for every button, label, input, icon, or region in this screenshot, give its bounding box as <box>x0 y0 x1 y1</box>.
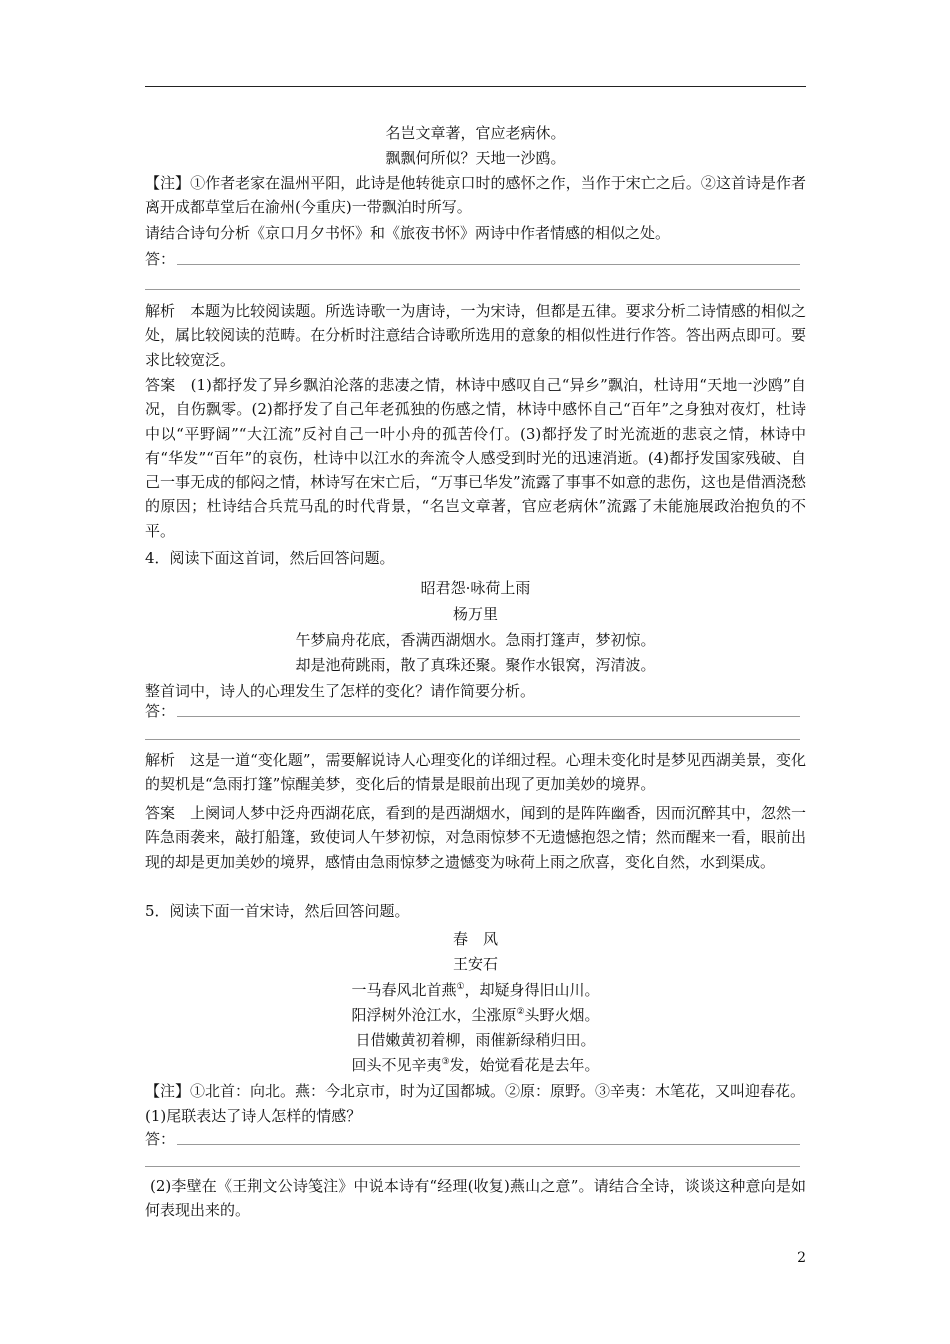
q3-answer: 答案 (1)都抒发了异乡飘泊沦落的悲凄之情，林诗中感叹自己“异乡”飘泊，杜诗用“天地一沙鸥”自况，自伤飘零。(2)都抒发了自己年老孤独的伤感之情，林诗中感怀自己“百年”之身独对夜灯，杜诗中以“平野阔”“大江流”反衬自己一叶小舟的孤苦伶仃。(3)都抒发了时光流逝的悲哀之情，林诗中有“华发”“百年”的哀伤，杜诗中以江水的奔流令人感受到时光的迅速消逝。(4)都抒发国家残破、自己一事无成的郁闷之情，林诗写在宋亡后，“万事已华发”流露了事事不如意的悲伤，这也是借酒浇愁的原因；杜诗结合兵荒马乱的时代背景，“名岂文章著，官应老病休”流露了未能施展政治抱负的不平。 <box>145 376 806 540</box>
header-rule <box>145 86 806 87</box>
footnote-marker: ② <box>516 1007 525 1017</box>
poem-line: 名岂文章著，官应老病休。 <box>385 124 566 142</box>
q5-sub1: (1)尾联表达了诗人怎样的情感？ <box>145 1107 362 1125</box>
q4-title: 昭君怨·咏荷上雨 <box>420 579 531 597</box>
poem-line: 回头不见辛夷③发，始觉看花是去年。 <box>351 1056 600 1074</box>
q5-note: 【注】①北首：向北。燕：今北京市，时为辽国都城。②原：原野。③辛夷：木笔花，又叫迎春花。 <box>145 1082 806 1100</box>
q3-answer-field[interactable] <box>145 247 800 271</box>
answer-line <box>177 716 800 717</box>
q5-answer-field[interactable] <box>145 1127 800 1151</box>
q3-prompt: 请结合诗句分析《京口月夕书怀》和《旅夜书怀》两诗中作者情感的相似之处。 <box>145 224 671 242</box>
q4-prompt: 整首词中，诗人的心理发生了怎样的变化？请作简要分析。 <box>145 682 536 700</box>
q3-analysis: 解析 本题为比较阅读题。所选诗歌一为唐诗，一为宋诗，但都是五律。要求分析二诗情感的相似之处，属比较阅读的范畴。在分析时注意结合诗歌所选用的意象的相似性进行作答。答出两点即可。要求比较宽泛。 <box>145 302 806 369</box>
footnote-marker: ③ <box>441 1057 450 1067</box>
q3-note: 【注】①作者老家在温州平阳，此诗是他转徙京口时的感怀之作，当作于宋亡之后。②这首诗是作者离开成都草堂后在渝州(今重庆)一带飘泊时所写。 <box>145 174 806 217</box>
q4-analysis: 解析 这是一道“变化题”，需要解说诗人心理变化的详细过程。心理未变化时是梦见西湖美景，变化的契机是“急雨打篷”惊醒美梦，变化后的情景是眼前出现了更加美妙的境界。 <box>145 751 806 794</box>
q4-answer: 答案 上阕词人梦中泛舟西湖花底，看到的是西湖烟水，闻到的是阵阵幽香，因而沉醉其中，忽然一阵急雨袭来，敲打船篷，致使词人午梦初惊，对急雨惊梦不无遗憾抱怨之情；然而醒来一看，眼前出现的却是更加美妙的境界，感情由急雨惊梦之遗憾变为咏荷上雨之欣喜，变化自然，水到渠成。 <box>145 804 806 871</box>
answer-line <box>145 289 800 290</box>
poem-line: 却是池荷跳雨，散了真珠还聚。聚作水银窝，泻清波。 <box>295 656 656 674</box>
page-number: 2 <box>797 1250 806 1266</box>
poem-line: 午梦扁舟花底，香满西湖烟水。急雨打篷声，梦初惊。 <box>295 631 656 649</box>
poem-line: 日借嫩黄初着柳，雨催新绿稍归田。 <box>355 1031 596 1049</box>
answer-label: 答： <box>145 702 176 720</box>
q5-author: 王安石 <box>452 955 498 973</box>
answer-line <box>145 739 800 740</box>
answer-line <box>177 264 800 265</box>
answer-line <box>177 1144 800 1145</box>
q5-stem: 5．阅读下面一首宋诗，然后回答问题。 <box>145 902 410 920</box>
answer-label: 答： <box>145 1130 176 1148</box>
q5-sub2: (2)李壁在《王荆文公诗笺注》中说本诗有“经理(收复)燕山之意”。请结合全诗，谈谈这种意向是如何表现出来的。 <box>145 1177 806 1220</box>
q4-answer-field[interactable] <box>145 699 800 723</box>
poem-line: 飘飘何所似？天地一沙鸥。 <box>385 149 566 167</box>
poem-line: 一马春风北首燕①，却疑身得旧山川。 <box>351 981 600 999</box>
poem-line: 阳浮树外沧江水，尘涨原②头野火烟。 <box>351 1006 600 1024</box>
answer-line <box>145 1166 800 1167</box>
answer-label: 答： <box>145 250 176 268</box>
q4-stem: 4．阅读下面这首词，然后回答问题。 <box>145 549 395 567</box>
q4-author: 杨万里 <box>452 605 498 623</box>
q5-title: 春 风 <box>452 930 498 948</box>
footnote-marker: ① <box>456 982 465 992</box>
